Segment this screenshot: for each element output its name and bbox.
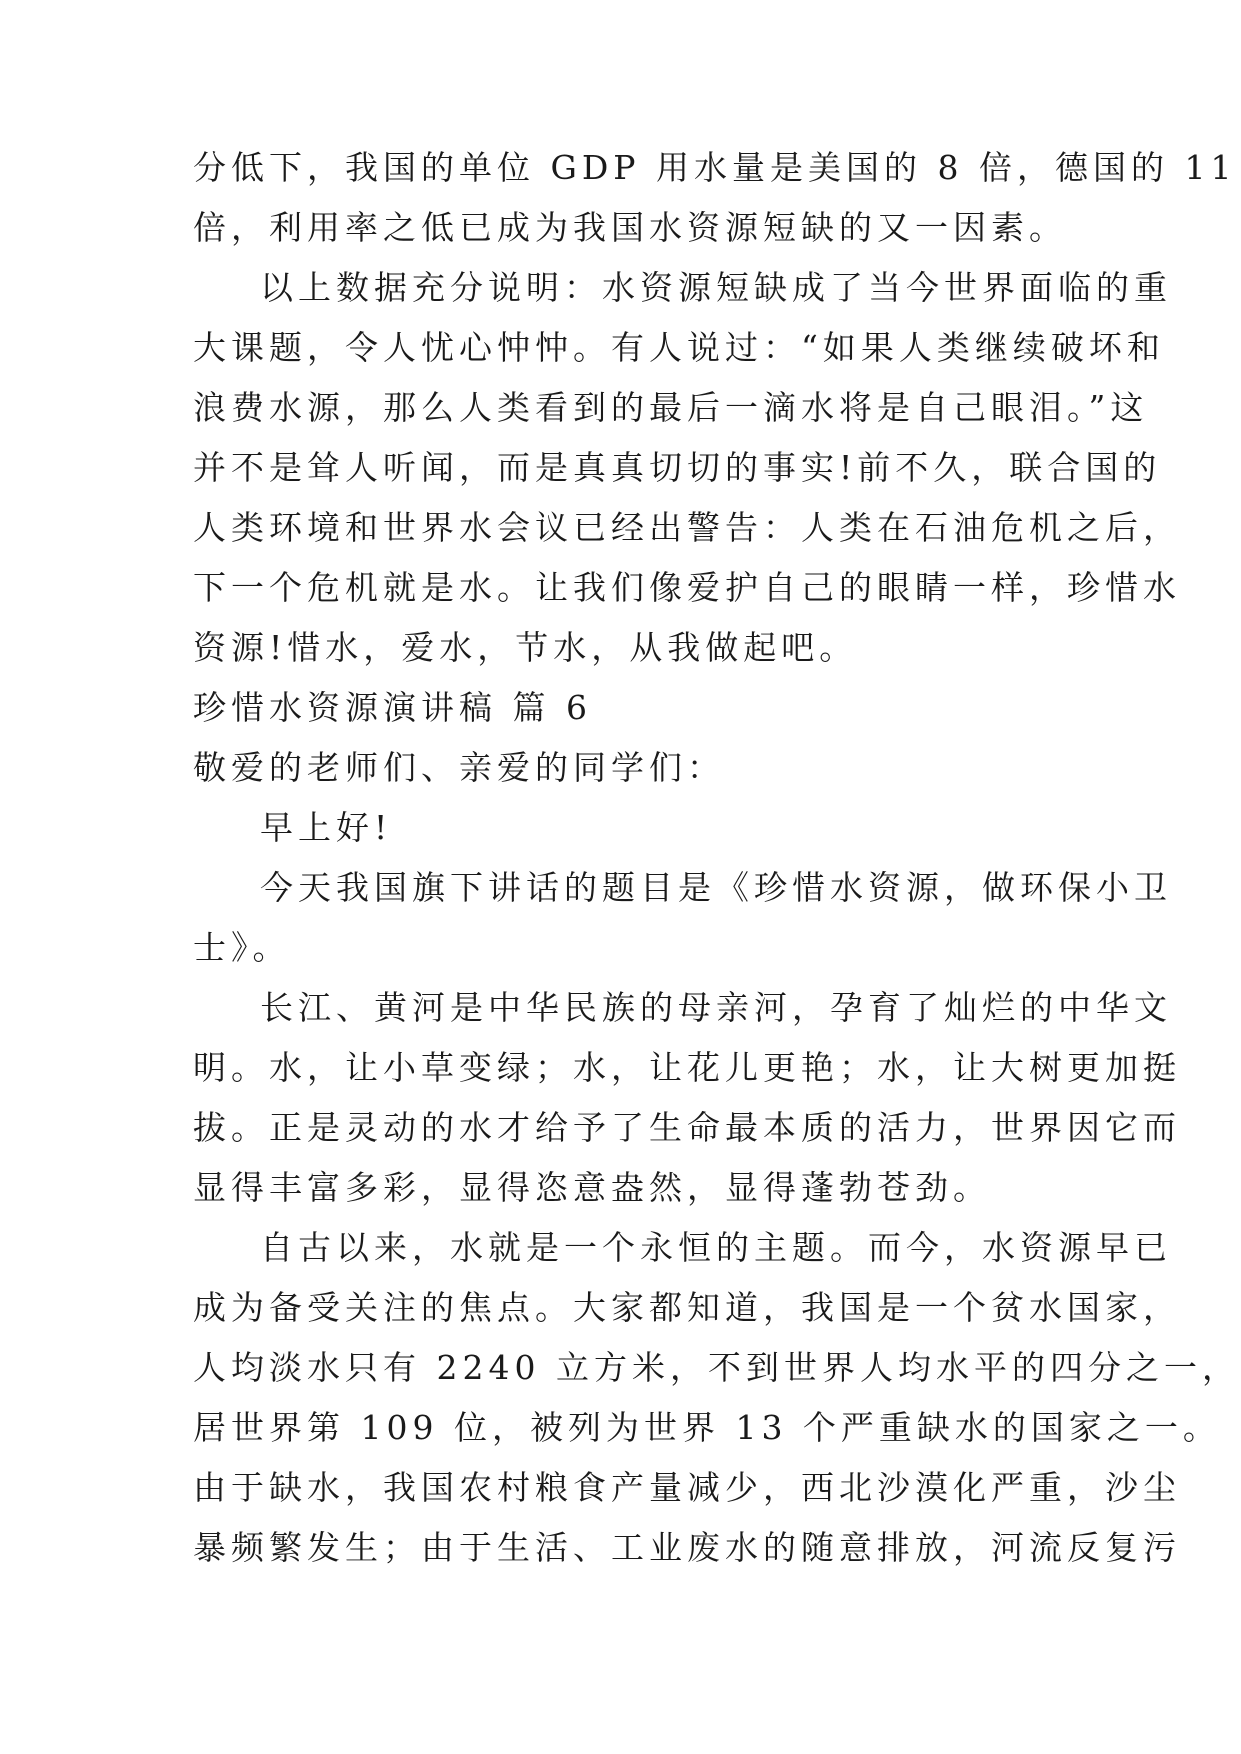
- text-line: 分低下，我国的单位 GDP 用水量是美国的 8 倍，德国的 11: [193, 148, 1237, 187]
- paragraph-start: 以上数据充分说明：水资源短缺成了当今世界面临的重: [260, 268, 1172, 307]
- text-line: 由于缺水，我国农村粮食产量减少，西北沙漠化严重，沙尘: [193, 1468, 1181, 1507]
- text-line: 显得丰富多彩，显得恣意盎然，显得蓬勃苍劲。: [193, 1168, 991, 1207]
- salutation: 敬爱的老师们、亲爱的同学们：: [193, 748, 725, 787]
- text-line: 人均淡水只有 2240 立方米，不到世界人均水平的四分之一，: [193, 1348, 1240, 1387]
- section-heading: 珍惜水资源演讲稿 篇 6: [193, 688, 592, 727]
- text-line: 浪费水源，那么人类看到的最后一滴水将是自己眼泪。”这: [193, 388, 1149, 427]
- text-line: 大课题，令人忧心忡忡。有人说过：“如果人类继续破坏和: [193, 328, 1165, 367]
- text-line: 成为备受关注的焦点。大家都知道，我国是一个贫水国家，: [193, 1288, 1181, 1327]
- text-line: 明。水，让小草变绿；水，让花儿更艳；水，让大树更加挺: [193, 1048, 1181, 1087]
- text-line: 拔。正是灵动的水才给予了生命最本质的活力，世界因它而: [193, 1108, 1181, 1147]
- text-line: 资源!惜水，爱水，节水，从我做起吧。: [193, 628, 858, 667]
- paragraph-start: 长江、黄河是中华民族的母亲河，孕育了灿烂的中华文: [260, 988, 1172, 1027]
- paragraph-start: 自古以来，水就是一个永恒的主题。而今，水资源早已: [260, 1228, 1172, 1267]
- text-line: 倍，利用率之低已成为我国水资源短缺的又一因素。: [193, 208, 1067, 247]
- text-line: 人类环境和世界水会议已经出警告：人类在石油危机之后，: [193, 508, 1181, 547]
- text-line: 士》。: [193, 928, 291, 967]
- paragraph-start: 今天我国旗下讲话的题目是《珍惜水资源，做环保小卫: [260, 868, 1172, 907]
- text-line: 暴频繁发生；由于生活、工业废水的随意排放，河流反复污: [193, 1528, 1181, 1567]
- greeting: 早上好!: [260, 808, 393, 847]
- text-line: 居世界第 109 位，被列为世界 13 个严重缺水的国家之一。: [193, 1408, 1221, 1447]
- text-line: 并不是耸人听闻，而是真真切切的事实!前不久，联合国的: [193, 448, 1162, 487]
- text-line: 下一个危机就是水。让我们像爱护自己的眼睛一样，珍惜水: [193, 568, 1181, 607]
